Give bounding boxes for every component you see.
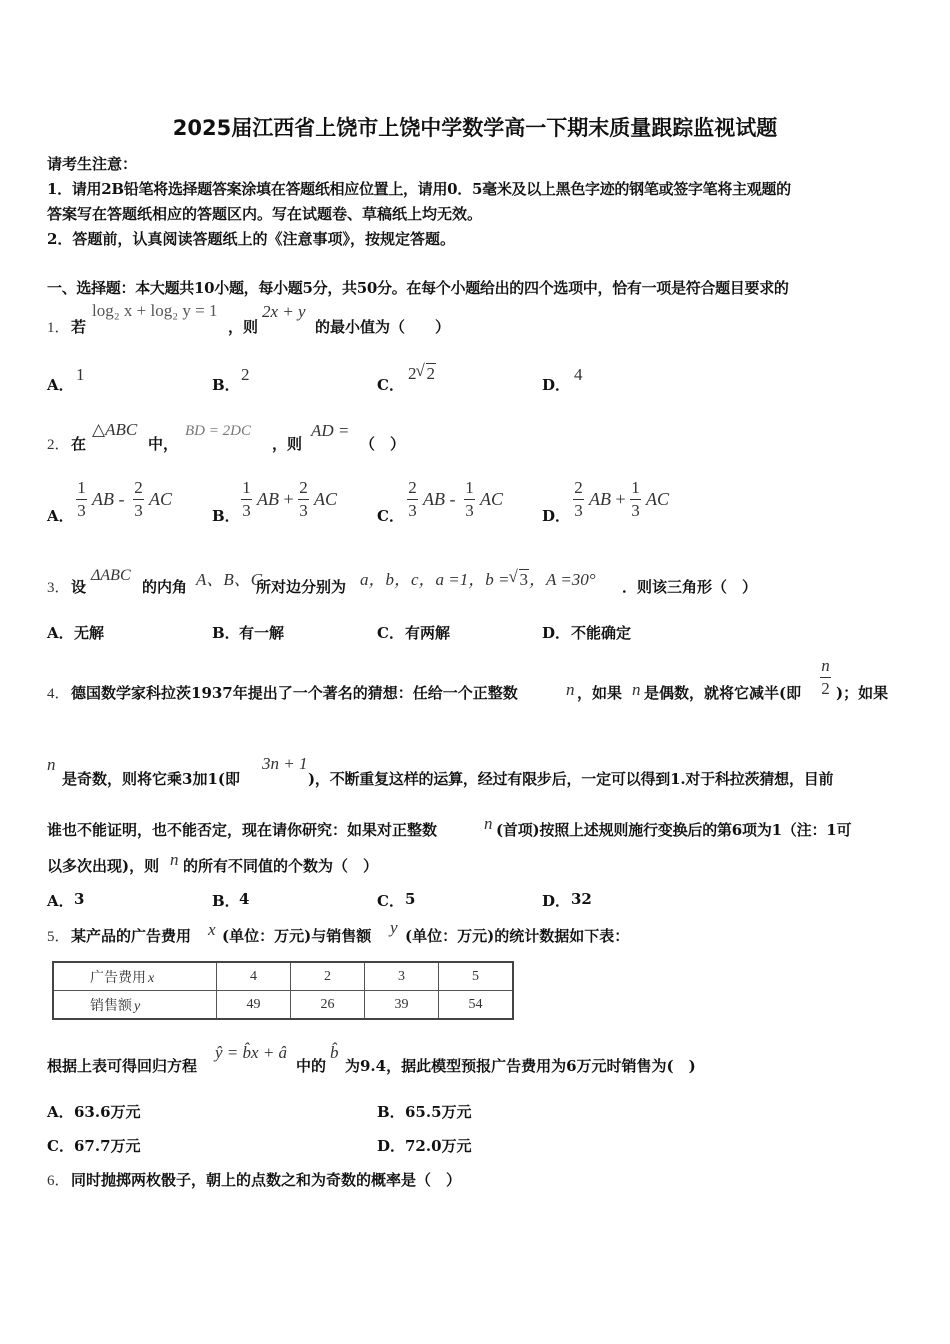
table-cell: 4 (217, 962, 291, 991)
q3-option-b-value: 有一解 (239, 624, 285, 642)
numerator: 1 (631, 478, 640, 497)
q2-option-b-frac1 (241, 478, 252, 521)
q1-option-d-label[interactable]: D． (542, 376, 571, 394)
table-row (53, 962, 513, 991)
q4-line2-b: )，不断重复这样的运算，经过有限步后，一定可以得到1.对于科拉茨猜想，目前 (308, 770, 834, 788)
q3-option-d-label[interactable]: D． (542, 624, 571, 642)
q4-number: 4． (47, 686, 70, 702)
q2-text-1: 在 (71, 435, 87, 453)
q2-option-c-frac1 (407, 478, 418, 521)
q5-number: 5． (47, 929, 70, 945)
notice-line1b: 答案写在答题纸相应的答题区内。写在试题卷、草稿纸上均无效。 (47, 205, 483, 223)
q1-text-1: 若 (71, 318, 87, 336)
fraction-bar (241, 499, 252, 500)
q2-option-d-label[interactable]: D． (542, 507, 571, 525)
q2-option-c-term2: AC (480, 489, 504, 509)
q5-text-1: 某产品的广告费用 (71, 927, 192, 945)
q4-var-n-2: n (632, 680, 641, 699)
q5-b-hat: b̂ (330, 1043, 339, 1062)
q1-text-2: ，则 (228, 318, 259, 336)
operator: - (118, 489, 125, 509)
numerator: n (821, 656, 830, 675)
q2-option-b-frac2 (298, 478, 309, 521)
q4-option-b-value: 4 (239, 890, 250, 908)
q2-option-d-term1 (589, 489, 626, 510)
numerator: 1 (77, 478, 86, 497)
q2-option-b-term2: AC (314, 489, 338, 509)
q1-option-c-radicand: 2 (426, 364, 435, 383)
table-row-header (53, 991, 217, 1020)
numerator: 2 (408, 478, 417, 497)
q2-option-b-label[interactable]: B． (212, 507, 240, 525)
q1-option-c-label[interactable]: C． (377, 376, 404, 394)
operator: + (283, 489, 294, 509)
q1-option-b-value: 2 (241, 365, 250, 384)
q5-option-b-label[interactable]: B． (377, 1103, 405, 1121)
numerator: 2 (134, 478, 143, 497)
numerator: 1 (465, 478, 474, 497)
q3-angle: ，A =30° (529, 570, 596, 589)
vector-ab: AB (92, 489, 114, 509)
q5-option-b-value: 65.5万元 (405, 1103, 472, 1121)
q5-option-c-label[interactable]: C． (47, 1137, 74, 1155)
table-cell: 39 (365, 991, 439, 1020)
operator: + (615, 489, 626, 509)
notice-line1: 1．请用2B铅笔将选择题答案涂填在答题纸相应位置上，请用0．5毫米及以上黑色字迹的钢笔或签字笔将主观题的 (47, 180, 791, 198)
q3-sides (360, 565, 596, 590)
table-cell: 26 (291, 991, 365, 1020)
q4-line3-a: 谁也不能证明，也不能否定，现在请你研究：如果对正整数 (47, 821, 438, 839)
sqrt-symbol (519, 569, 530, 590)
q4-option-a-value: 3 (74, 890, 85, 908)
table-cell: 49 (217, 991, 291, 1020)
operator: - (449, 489, 456, 509)
fraction-bar (573, 499, 584, 500)
q5-text-5: 中的 (296, 1057, 327, 1075)
section-header: 一、选择题：本大题共10小题，每小题5分，共50分。在每个小题给出的四个选项中，恰有一项是符合题目要求的 (47, 279, 789, 297)
table-cell: 3 (365, 962, 439, 991)
denominator: 3 (574, 501, 583, 520)
q4-line2-a: 是奇数，则将它乘3加1(即 (62, 770, 240, 788)
q6-text: 同时抛掷两枚骰子，朝上的点数之和为奇数的概率是（ ） (71, 1171, 462, 1189)
fraction-bar (407, 499, 418, 500)
q5-text-2: (单位：万元)与销售额 (222, 927, 372, 945)
q3-option-c-label[interactable]: C． (377, 624, 404, 642)
row-label: 销售额 (90, 998, 132, 1014)
numerator: 1 (242, 478, 251, 497)
q5-text-4: 根据上表可得回归方程 (47, 1057, 198, 1075)
q4-option-c-value: 5 (405, 890, 416, 908)
q3-text-3: 所对边分别为 (256, 578, 347, 596)
denominator: 3 (299, 501, 308, 520)
q3-number: 3． (47, 580, 70, 596)
table-cell: 2 (291, 962, 365, 991)
q4-line3-b: (首项)按照上述规则施行变换后的第6项为1（注：1可 (496, 821, 852, 839)
q4-line4-a: 以多次出现)，则 (47, 857, 160, 875)
denominator: 3 (77, 501, 86, 520)
q4-var-n-5: n (170, 850, 179, 869)
q1-expression: 2x + y (262, 302, 306, 321)
q5-var-x: x (208, 920, 216, 939)
q4-line1-c: 是偶数，就将它减半(即 (644, 684, 802, 702)
q1-option-d-value: 4 (574, 365, 583, 384)
q2-option-d-term2: AC (646, 489, 670, 509)
q3-option-d-value: 不能确定 (571, 624, 632, 642)
q6-number: 6． (47, 1173, 70, 1189)
q1-option-a-label[interactable]: A． (47, 376, 74, 394)
q3-text-2: 的内角 (142, 578, 188, 596)
q3-sides-text: a，b，c，a =1，b = (360, 570, 510, 589)
vector-ab: AB (257, 489, 279, 509)
fraction-bar (76, 499, 87, 500)
q3-option-a-value: 无解 (74, 624, 105, 642)
fraction-bar (298, 499, 309, 500)
q4-var-n-3: n (47, 755, 56, 774)
denominator: 3 (465, 501, 474, 520)
q2-expression: AD = (311, 421, 350, 440)
q2-number: 2． (47, 437, 70, 453)
q4-line1-b: ，如果 (577, 684, 623, 702)
q3-text-4: ．则该三角形（ ） (622, 578, 758, 596)
table-cell: 54 (439, 991, 514, 1020)
q2-option-d-frac1 (573, 478, 584, 521)
table-row-header (53, 962, 217, 991)
q3-option-b-label[interactable]: B． (212, 624, 240, 642)
q3-radicand: 3 (519, 570, 528, 589)
denominator: 3 (134, 501, 143, 520)
fraction-bar (464, 499, 475, 500)
q2-option-b-term1 (257, 489, 294, 510)
q2-option-a-frac1 (76, 478, 87, 521)
notice-line2: 2．答题前，认真阅读答题纸上的《注意事项》，按规定答题。 (47, 230, 455, 248)
q1-option-a-value: 1 (76, 365, 85, 384)
q4-var-n-4: n (484, 814, 493, 833)
q4-var-n-1: n (566, 680, 575, 699)
q4-option-a-label[interactable]: A． (47, 892, 74, 910)
q5-text-6: 为9.4，据此模型预报广告费用为6万元时销售为( ) (345, 1057, 696, 1075)
q2-option-a-frac2 (133, 478, 144, 521)
vector-ab: AB (589, 489, 611, 509)
q5-option-d-value: 72.0万元 (405, 1137, 472, 1155)
q2-option-d-frac2 (630, 478, 641, 521)
q2-option-a-term1 (92, 489, 125, 510)
q2-triangle: △ABC (92, 420, 138, 439)
q5-option-c-value: 67.7万元 (74, 1137, 141, 1155)
fraction-bar (630, 499, 641, 500)
q4-line1-d: )；如果 (836, 684, 889, 702)
notice-heading: 请考生注意： (47, 155, 138, 173)
q1-text-3: 的最小值为（ ） (315, 318, 451, 336)
numerator: 2 (574, 478, 583, 497)
q1-condition: log₂ x + log₂ y = 1 (92, 301, 218, 320)
q3-text-1: 设 (71, 578, 87, 596)
vector-ab: AB (423, 489, 445, 509)
q5-option-a-label[interactable]: A． (47, 1103, 74, 1121)
denominator: 3 (242, 501, 251, 520)
q5-text-3: (单位：万元)的统计数据如下表： (405, 927, 630, 945)
statistics-table (52, 961, 514, 1020)
q2-option-a-label[interactable]: A． (47, 507, 74, 525)
denominator: 3 (631, 501, 640, 520)
q4-option-d-label[interactable]: D． (542, 892, 571, 910)
q1-number: 1． (47, 320, 70, 336)
q5-option-d-label[interactable]: D． (377, 1137, 406, 1155)
q4-option-c-label[interactable]: C． (377, 892, 404, 910)
denominator: 2 (821, 679, 830, 698)
row-variable: y (134, 998, 141, 1014)
q2-option-c-term1 (423, 489, 456, 510)
q5-option-a-value: 63.6万元 (74, 1103, 141, 1121)
q4-line1-a: 德国数学家科拉茨1937年提出了一个著名的猜想：任给一个正整数 (71, 684, 518, 702)
q4-option-b-label[interactable]: B． (212, 892, 240, 910)
q1-option-c-coef: 2 (408, 364, 417, 383)
q2-text-2: 中， (148, 435, 179, 453)
q2-option-a-term2: AC (149, 489, 173, 509)
q3-option-c-value: 有两解 (405, 624, 451, 642)
numerator: 2 (299, 478, 308, 497)
q4-fraction-n-over-2 (820, 656, 831, 699)
q3-triangle: ΔABC (91, 567, 131, 584)
q1-option-c-value (408, 363, 436, 384)
q2-option-c-label[interactable]: C． (377, 507, 404, 525)
denominator: 3 (408, 501, 417, 520)
row-variable: x (148, 970, 155, 986)
q3-angles: A、B、C (196, 570, 263, 589)
q4-line4-b: 的所有不同值的个数为（ ） (183, 857, 379, 875)
q4-option-d-value: 32 (571, 890, 592, 908)
row-label: 广告费用 (90, 970, 146, 986)
table-cell: 5 (439, 962, 514, 991)
q2-condition: BD = 2DC (185, 423, 251, 439)
q3-option-a-label[interactable]: A． (47, 624, 74, 642)
page-title: 2025届江西省上饶市上饶中学数学高一下期末质量跟踪监视试题 (172, 116, 778, 140)
fraction-bar (820, 677, 831, 678)
q4-expression: 3n + 1 (262, 754, 308, 773)
q1-option-b-label[interactable]: B． (212, 376, 240, 394)
sqrt-symbol (426, 363, 437, 384)
q2-option-c-frac2 (464, 478, 475, 521)
table-row (53, 991, 513, 1020)
q5-regression-equation: ŷ = b̂x + â (215, 1043, 288, 1062)
q2-text-3: ，则 (272, 435, 303, 453)
fraction-bar (133, 499, 144, 500)
q2-text-4: （ ） (360, 435, 406, 453)
q5-var-y: y (390, 918, 398, 937)
